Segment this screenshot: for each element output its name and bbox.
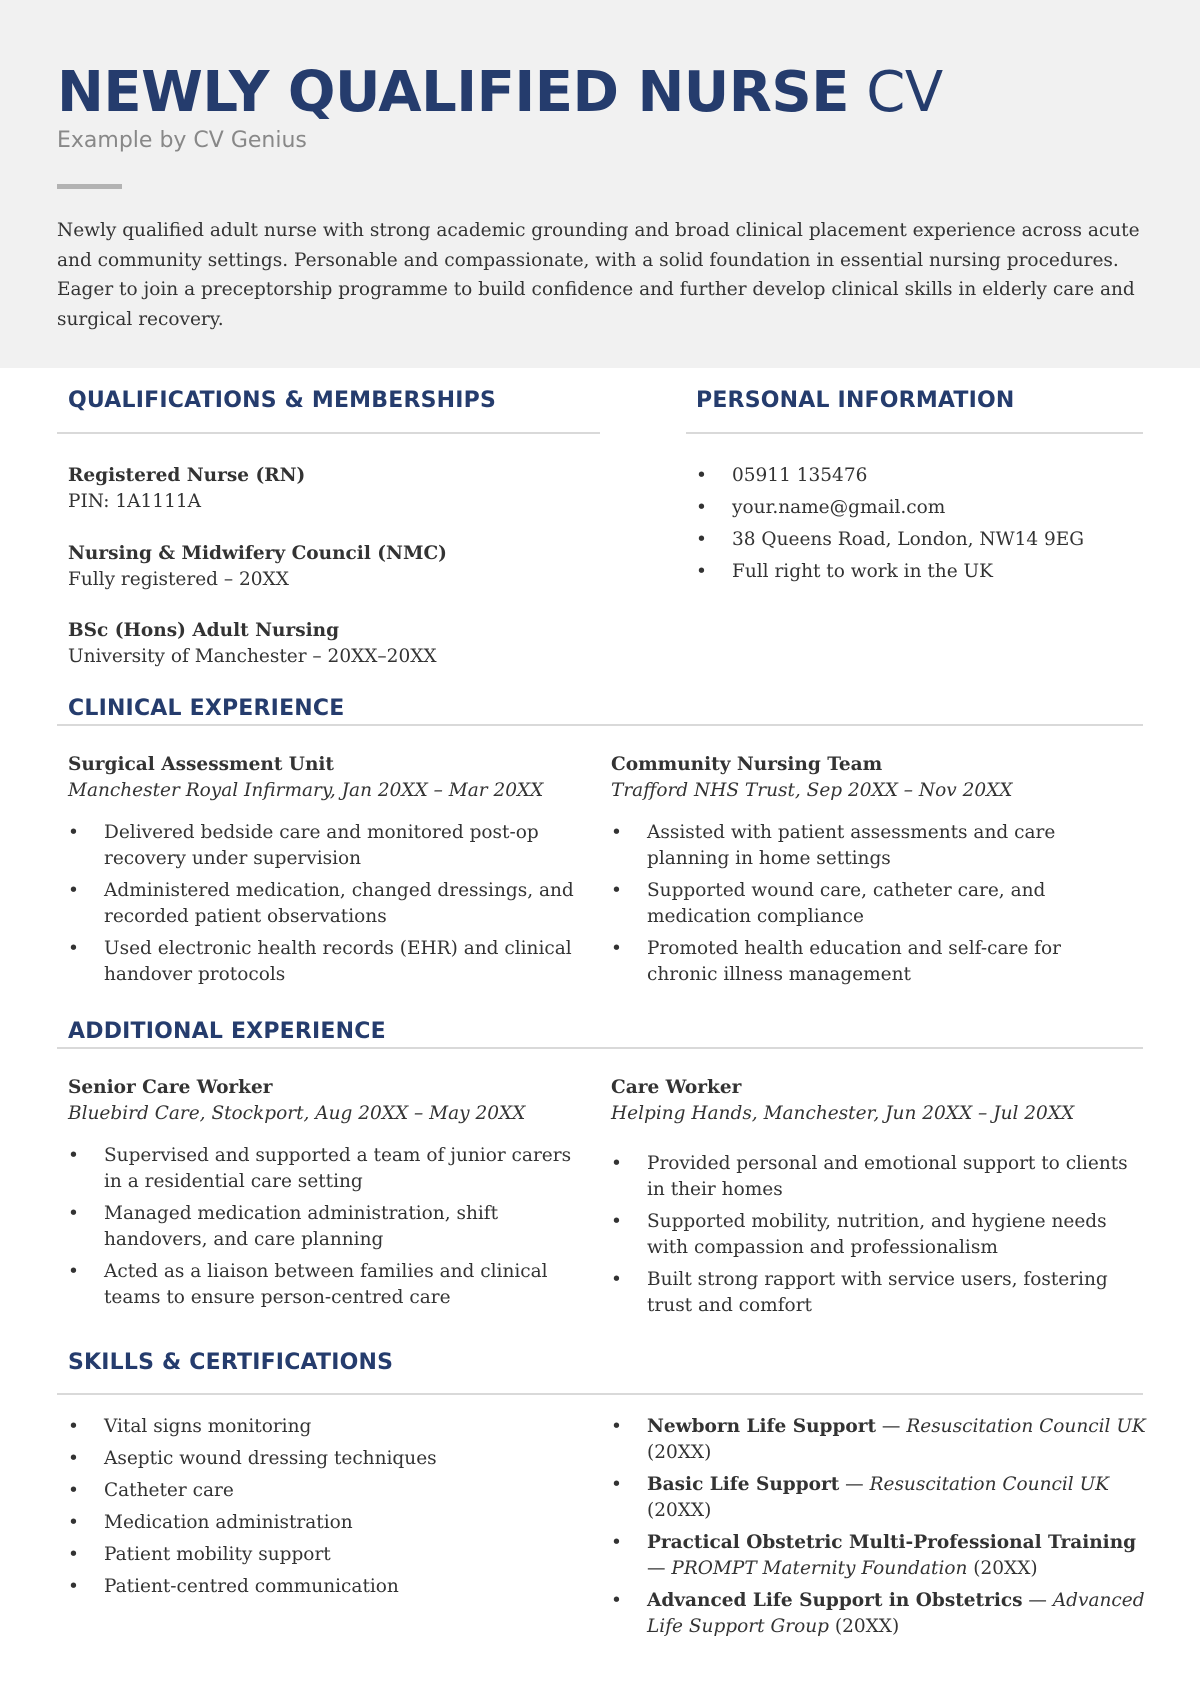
bullet-item: • Assisted with patient assessments and care planning in home settings	[611, 820, 1131, 872]
job-bullets	[68, 820, 588, 994]
skills-list	[68, 1414, 588, 1606]
certification-issuer: Resuscitation Council UK	[906, 1416, 1146, 1437]
skill-item: • Patient-centred communication	[68, 1574, 588, 1600]
job-entry	[611, 1075, 1151, 1127]
skill-item: • Catheter care	[68, 1478, 588, 1504]
certification-name: Advanced Life Support in Obstetrics	[647, 1590, 1023, 1611]
bullet-item: • Administered medication, changed dressings, and recorded patient observations	[68, 878, 588, 930]
bullet-item: • Provided personal and emotional support to clients in their homes	[611, 1151, 1146, 1203]
job-meta: Trafford NHS Trust, Sep 20XX – Nov 20XX	[611, 780, 1013, 801]
job-entry	[68, 1075, 588, 1127]
certification-item	[611, 1414, 1146, 1466]
certification-year: (20XX)	[828, 1616, 900, 1637]
certification-year: (20XX)	[647, 1442, 712, 1463]
clinical-rule	[57, 724, 1143, 726]
certification-year: (20XX)	[647, 1500, 712, 1521]
job-meta: Bluebird Care, Stockport, Aug 20XX – May 20XX	[68, 1103, 526, 1124]
personal-info-rule	[686, 432, 1143, 434]
job-bullets	[68, 1143, 588, 1317]
bullet-item: • Delivered bedside care and monitored post-op recovery under supervision	[68, 820, 588, 872]
bullet-item: • Used electronic health records (EHR) and clinical handover protocols	[68, 936, 588, 988]
certification-separator: —	[839, 1474, 870, 1495]
clinical-heading: CLINICAL EXPERIENCE	[68, 696, 345, 721]
phone-number: • 05911 135476	[696, 463, 1156, 489]
certifications-list	[611, 1414, 1146, 1646]
certification-year: (20XX)	[967, 1558, 1038, 1579]
bullet-item: • Acted as a liaison between families and clinical teams to ensure person-centred care	[68, 1259, 588, 1311]
certification-separator: —	[1022, 1590, 1053, 1611]
skill-item: • Patient mobility support	[68, 1542, 588, 1568]
qualification-title: BSc (Hons) Adult Nursing	[68, 620, 340, 641]
qualification-title: Registered Nurse (RN)	[68, 465, 306, 486]
bullet-item: • Supervised and supported a team of junior carers in a residential care setting	[68, 1143, 588, 1195]
bullet-item: • Managed medication administration, shift handovers, and care planning	[68, 1201, 588, 1253]
skill-item: • Medication administration	[68, 1510, 588, 1536]
certification-item	[611, 1588, 1146, 1640]
qualification-title: Nursing & Midwifery Council (NMC)	[68, 543, 447, 564]
qualification-detail: PIN: 1A1111A	[68, 491, 201, 512]
job-title: Care Worker	[611, 1077, 742, 1098]
skill-item: • Vital signs monitoring	[68, 1414, 588, 1440]
qualifications-heading: QUALIFICATIONS & MEMBERSHIPS	[68, 388, 497, 413]
qualification-detail: Fully registered – 20XX	[68, 569, 289, 590]
qualification-item	[68, 463, 588, 515]
job-entry	[68, 752, 588, 804]
certification-separator: —	[876, 1416, 907, 1437]
certification-issuer: PROMPT Maternity Foundation	[671, 1558, 968, 1579]
additional-rule	[57, 1047, 1143, 1049]
certification-item	[611, 1472, 1146, 1524]
bullet-item: • Supported mobility, nutrition, and hygiene needs with compassion and professionalism	[611, 1209, 1146, 1261]
certification-issuer: Advanced Life Support Group	[647, 1590, 1145, 1637]
job-meta: Helping Hands, Manchester, Jun 20XX – Jul 20XX	[611, 1103, 1075, 1124]
profile-summary: Newly qualified adult nurse with strong academic grounding and broad clinical placement experience across acute and community settings. Personable and compassionate, with a solid foundation in essential nursing procedures. Eager to join a preceptorship programme to build confidence and further develop clinical skills in elderly care and surgical recovery.	[57, 220, 1140, 330]
personal-info-heading: PERSONAL INFORMATION	[696, 388, 1015, 413]
skill-item: • Aseptic wound dressing techniques	[68, 1446, 588, 1472]
job-entry	[611, 752, 1151, 804]
skills-rule	[57, 1393, 1143, 1395]
additional-heading: ADDITIONAL EXPERIENCE	[68, 1019, 386, 1044]
certification-name: Basic Life Support	[647, 1474, 840, 1495]
subtitle: Example by CV Genius	[57, 128, 307, 153]
certification-name: Newborn Life Support	[647, 1416, 877, 1437]
bullet-item: • Supported wound care, catheter care, and medication compliance	[611, 878, 1131, 930]
qualifications-rule	[57, 432, 600, 434]
email-address: • your.name@gmail.com	[696, 495, 1156, 521]
job-title: Surgical Assessment Unit	[68, 754, 334, 775]
title-bold: NEWLY QUALIFIED NURSE	[57, 60, 849, 125]
job-title: Community Nursing Team	[611, 754, 883, 775]
job-meta: Manchester Royal Infirmary, Jan 20XX – Mar 20XX	[68, 780, 544, 801]
page-title	[57, 58, 943, 128]
bullet-item: • Promoted health education and self-care for chronic illness management	[611, 936, 1131, 988]
certification-name: Practical Obstetric Multi-Professional Training	[647, 1532, 1137, 1553]
job-bullets	[611, 1151, 1146, 1325]
header-band	[0, 0, 1200, 368]
title-light: CV	[866, 60, 943, 125]
certification-separator: —	[647, 1558, 672, 1579]
qualification-item	[68, 541, 588, 593]
certification-item	[611, 1530, 1146, 1582]
job-bullets	[611, 820, 1131, 994]
personal-info-list	[696, 463, 1156, 591]
postal-address: • 38 Queens Road, London, NW14 9EG	[696, 527, 1156, 553]
skills-heading: SKILLS & CERTIFICATIONS	[68, 1350, 394, 1375]
accent-divider	[57, 184, 122, 189]
qualification-item	[68, 618, 588, 670]
right-to-work: • Full right to work in the UK	[696, 559, 1156, 585]
job-title: Senior Care Worker	[68, 1077, 273, 1098]
qualification-detail: University of Manchester – 20XX–20XX	[68, 646, 437, 667]
bullet-item: • Built strong rapport with service users, fostering trust and comfort	[611, 1267, 1146, 1319]
certification-issuer: Resuscitation Council UK	[869, 1474, 1109, 1495]
